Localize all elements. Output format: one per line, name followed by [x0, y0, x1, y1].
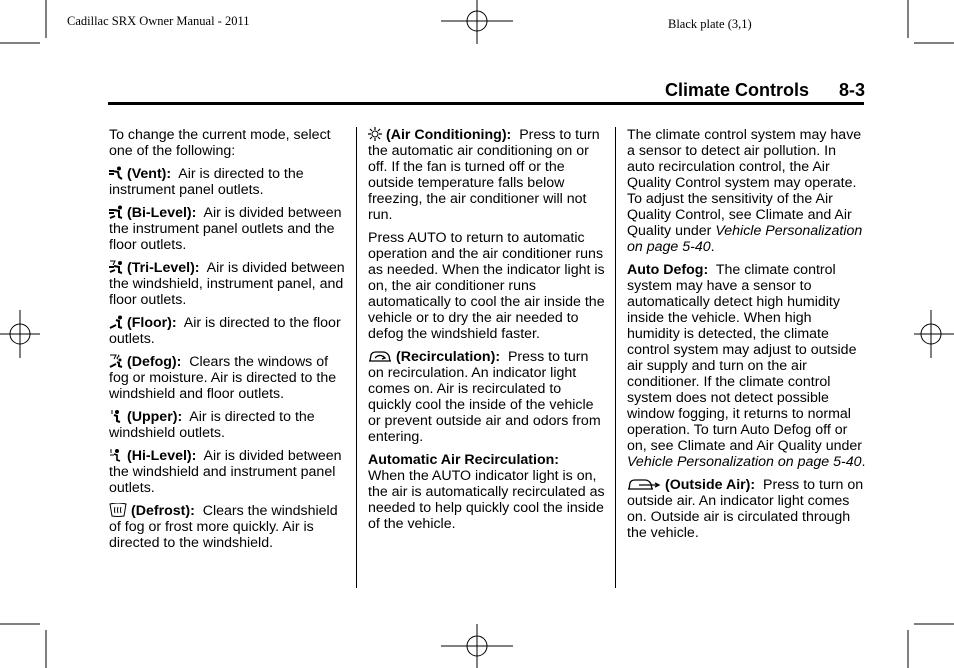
- mode-label: (Vent):: [127, 166, 172, 182]
- auto-recirc-text: When the AUTO indicator light is on, the air is automatically recirculated as needed to help quickly cool the inside of the vehicle.: [368, 468, 605, 532]
- air-conditioning-paragraph: [368, 127, 606, 223]
- mode-label: (Defog):: [127, 354, 182, 370]
- mode-label: (Defrost):: [131, 503, 195, 519]
- auto-paragraph: Press AUTO to return to automatic operation and the air conditioner runs as needed. When the indicator light is on, the air conditioner runs automatically to cool the air inside the vehicle or to dry the air needed to defog the windshield faster.: [368, 230, 605, 342]
- column-divider: [356, 127, 357, 588]
- outside-air-text: Press to turn on outside air. An indicator light comes on. Outside air is circulated through the vehicle.: [627, 477, 864, 541]
- auto-recirc-heading: Automatic Air Recirculation:: [368, 452, 560, 468]
- mode-defrost: [109, 503, 349, 551]
- section-title: Climate Controls: [664, 80, 809, 100]
- vent-mode-icon: [109, 166, 123, 180]
- mode-floor: [109, 315, 349, 347]
- recirc-label: (Recirculation):: [396, 349, 501, 365]
- mode-text: Air is directed to the windshield outlets.: [109, 409, 315, 441]
- mode-tri-level: [109, 260, 349, 308]
- mode-text: Clears the windows of fog or moisture. Air is directed to the windshield and floor outlets.: [109, 354, 337, 402]
- tri-level-mode-icon: [109, 260, 123, 274]
- mode-text: Clears the windshield of fog or frost more quickly. Air is directed to the windshield.: [109, 503, 338, 551]
- mode-text: Air is directed to the instrument panel outlets.: [109, 166, 304, 198]
- auto-defog-reference: Vehicle Personalization on page 5-40: [627, 454, 862, 470]
- mode-text: Air is divided between the windshield, instrument panel, and floor outlets.: [109, 260, 345, 308]
- outside-air-label: (Outside Air):: [665, 477, 756, 493]
- outside-air-icon: [627, 477, 661, 491]
- mode-label: (Floor):: [127, 315, 177, 331]
- column-1: [109, 127, 349, 558]
- air-quality-paragraph: [627, 127, 867, 255]
- mode-label: (Bi-Level):: [127, 205, 197, 221]
- manual-title: Cadillac SRX Owner Manual - 2011: [67, 14, 250, 28]
- mode-defog: [109, 354, 349, 402]
- hi-level-mode-icon: [109, 448, 123, 462]
- mode-label: (Tri-Level):: [127, 260, 200, 276]
- auto-defog-paragraph: [627, 262, 867, 470]
- intro-text: To change the current mode, select one of the following:: [109, 127, 331, 159]
- aq-reference: Vehicle Personalization on page 5-40: [627, 223, 863, 255]
- mode-vent: [109, 166, 349, 198]
- auto-defog-end: .: [861, 454, 866, 470]
- plate-label: Black plate (3,1): [668, 17, 752, 31]
- aq-end: .: [710, 239, 715, 255]
- upper-mode-icon: [109, 409, 123, 423]
- mode-upper: [109, 409, 349, 441]
- auto-defog-heading: Auto Defog:: [627, 262, 709, 278]
- column-divider: [615, 127, 616, 588]
- defrost-icon: [109, 503, 127, 517]
- bi-level-mode-icon: [109, 205, 123, 219]
- page-number: 8-3: [838, 80, 865, 100]
- mode-label: (Upper):: [127, 409, 183, 425]
- mode-hi-level: [109, 448, 349, 496]
- mode-bi-level: [109, 205, 349, 253]
- snowflake-icon: [368, 127, 382, 141]
- mode-text: Air is directed to the floor outlets.: [109, 315, 341, 347]
- outside-air-paragraph: [627, 477, 867, 541]
- recirculation-icon: [368, 349, 392, 363]
- mode-label: (Hi-Level):: [127, 448, 197, 464]
- aq-text: The climate control system may have a sensor to detect air pollution. In auto recirculation control, the Air Quality Control system may operate. To adjust the sensitivity of the Air Quality Control, see Climate and Air Quality under: [627, 127, 862, 239]
- recirc-text: Press to turn on recirculation. An indicator light comes on. Air is recirculated to quickly cool the inside of the vehicle or prevent outside air and odors from entering.: [368, 349, 601, 445]
- ac-text: Press to turn the automatic air conditioning on or off. If the fan is turned off or the outside temperature falls below freezing, the air conditioner will not run.: [368, 127, 600, 223]
- column-3: [627, 127, 867, 548]
- auto-recirculation-paragraph: [368, 452, 606, 532]
- ac-label: (Air Conditioning):: [386, 127, 512, 143]
- floor-mode-icon: [109, 315, 123, 329]
- header-rule: [108, 102, 864, 105]
- auto-defog-text: The climate control system may have a sensor to automatically detect high humidity inside the vehicle. When high humidity is detected, the climate control system may adjust to outside air supply and turn on the air conditioner. If the climate control system does not detect possible window fogging, it returns to normal operation. To turn Auto Defog off or on, see Climate and Air Quality under: [627, 262, 863, 454]
- mode-text: Air is divided between the windshield and instrument panel outlets.: [109, 448, 342, 496]
- mode-text: Air is divided between the instrument panel outlets and the floor outlets.: [109, 205, 342, 253]
- recirculation-paragraph: [368, 349, 606, 445]
- column-2: [368, 127, 606, 539]
- defog-mode-icon: [109, 354, 123, 368]
- section-header: [560, 80, 865, 101]
